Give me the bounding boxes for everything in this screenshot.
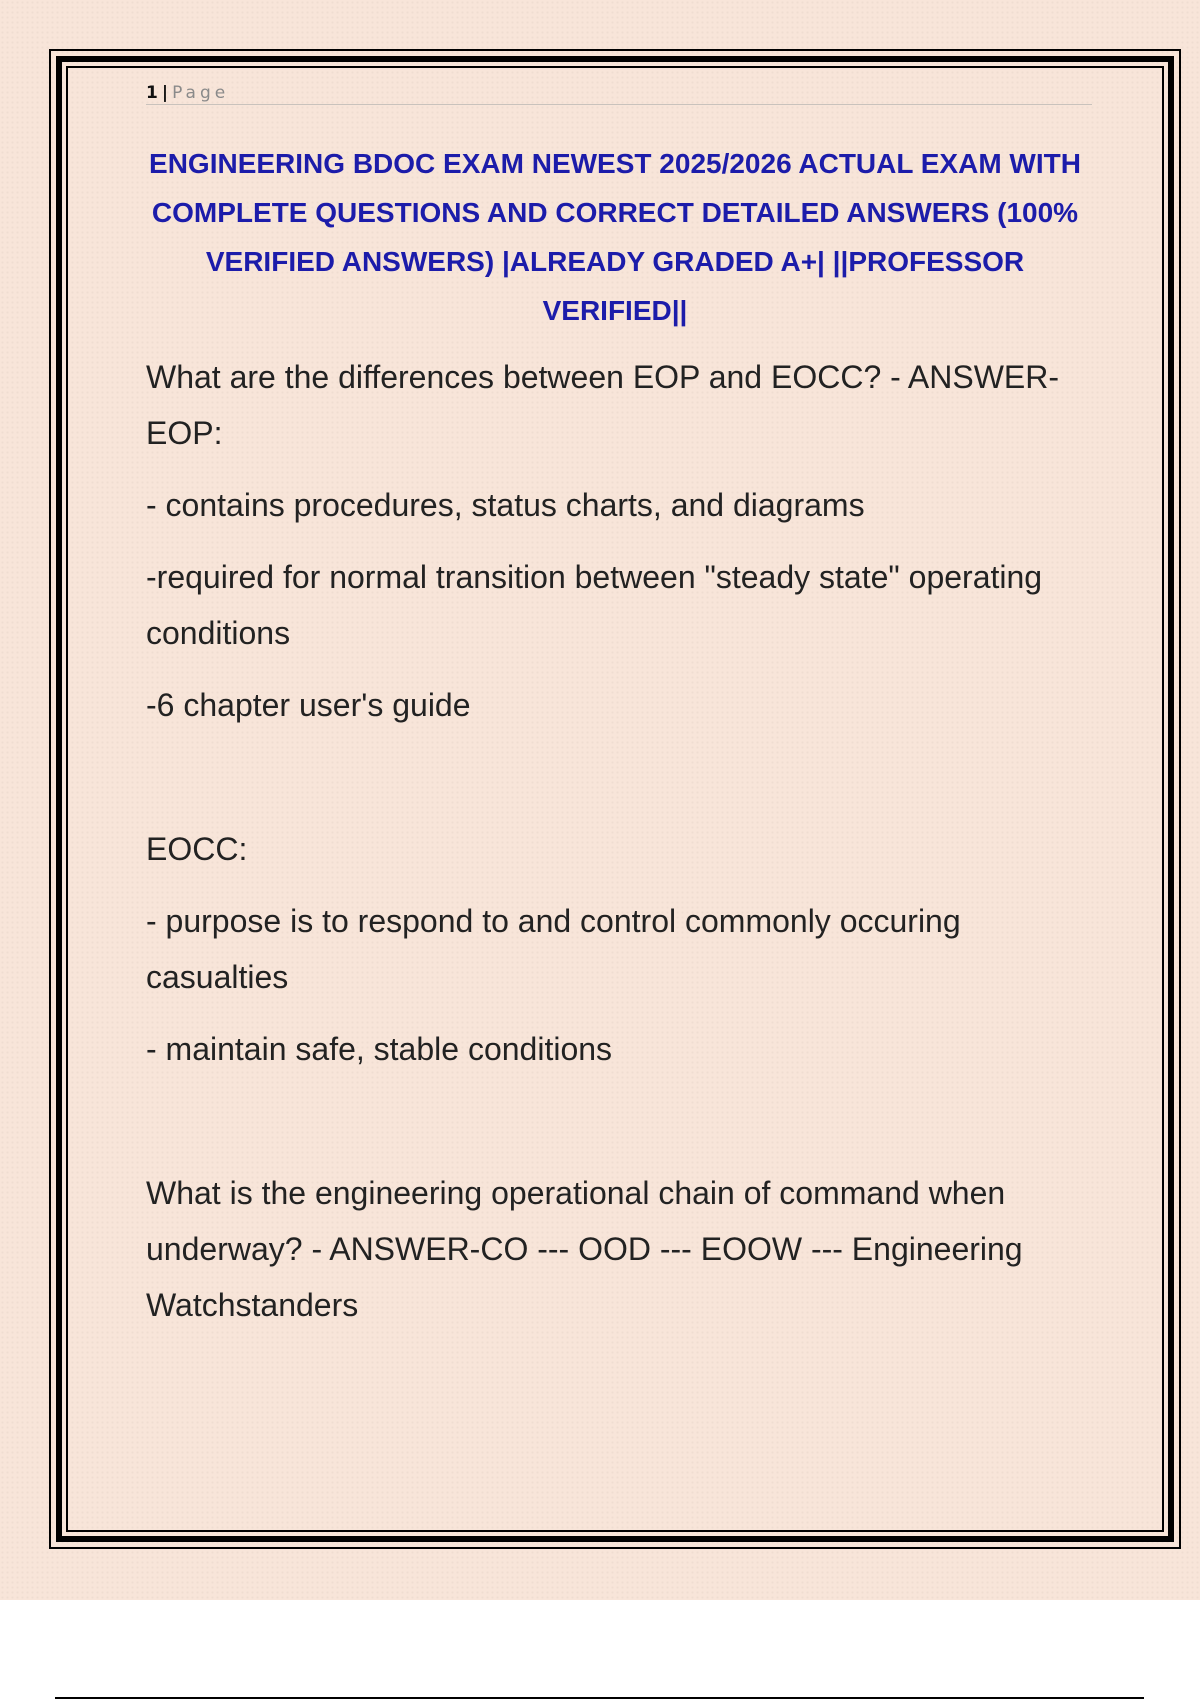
eop-point-3: -6 chapter user's guide — [146, 687, 471, 723]
spacer — [146, 749, 1096, 821]
document-title: ENGINEERING BDOC EXAM NEWEST 2025/2026 ACTUAL EXAM WITH COMPLETE QUESTIONS AND CORRECT DETAILED ANSWERS (100% VERIFIED ANSWERS) |ALREADY GRADED A+| ||PROFESSOR VERIFIED|| — [149, 148, 1081, 326]
page-divider — [55, 1697, 1144, 1699]
eocc-heading: EOCC: — [146, 831, 248, 867]
eop-point-2: -required for normal transition between "steady state" operating conditions — [146, 559, 1043, 651]
question-2-text: What is the engineering operational chain of command when underway? - ANSWER-CO --- OOD --- EOOW --- Engineering Watchstanders — [146, 1175, 1023, 1323]
spacer — [146, 1093, 1096, 1165]
page-label: Page — [172, 83, 230, 103]
document-body — [146, 349, 1096, 1349]
eocc-point-2: - maintain safe, stable conditions — [146, 1031, 613, 1067]
eop-point-1: - contains procedures, status charts, and diagrams — [146, 487, 865, 523]
page-number: 1 — [146, 83, 158, 103]
page-separator: | — [161, 83, 169, 103]
page-header — [146, 84, 1092, 105]
question-1-text: What are the differences between EOP and EOCC? - ANSWER-EOP: — [146, 359, 1060, 451]
eocc-point-1: - purpose is to respond to and control commonly occuring casualties — [146, 903, 961, 995]
